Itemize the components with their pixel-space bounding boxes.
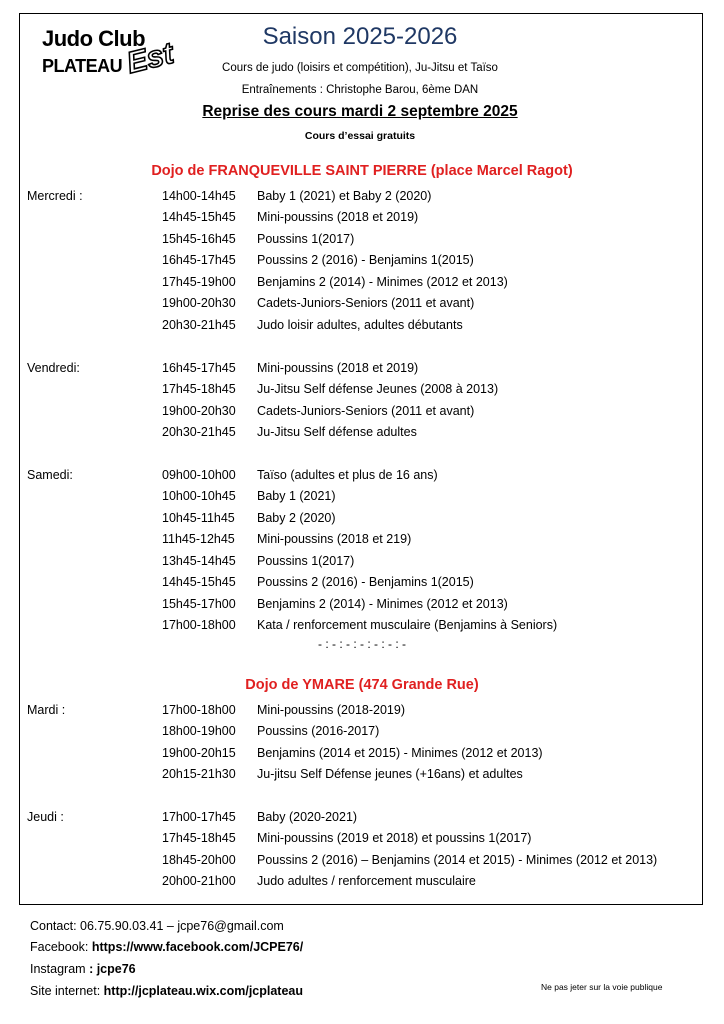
disposal-note: Ne pas jeter sur la voie publique: [541, 982, 663, 992]
schedule-class: Poussins 2 (2016) - Benjamins 1(2015): [257, 253, 474, 267]
schedule-time: 14h00-14h45: [162, 189, 236, 203]
website-label: Site internet:: [30, 984, 104, 998]
schedule-day: Mardi :: [27, 703, 66, 717]
schedule-time: 14h45-15h45: [162, 210, 236, 224]
facebook-link[interactable]: https://www.facebook.com/JCPE76/: [91, 940, 304, 954]
schedule-time: 20h30-21h45: [162, 318, 236, 332]
schedule-time: 18h00-19h00: [162, 724, 236, 738]
schedule-day: Mercredi :: [27, 189, 83, 203]
schedule-row: [0, 315, 724, 335]
schedule-class: Mini-poussins (2018 et 2019): [257, 210, 419, 224]
schedule-class: Baby 2 (2020): [257, 511, 336, 525]
schedule-time: 19h00-20h15: [162, 746, 236, 760]
dojo-ymare-title: Dojo de YMARE (474 Grande Rue): [245, 677, 479, 693]
schedule-class: Poussins (2016-2017): [257, 724, 380, 738]
schedule-row: [0, 700, 724, 720]
schedule-day: Vendredi:: [27, 361, 80, 375]
website-line: [30, 982, 303, 1000]
schedule-time: 20h30-21h45: [162, 425, 236, 439]
instagram-handle[interactable]: : jcpe76: [89, 962, 136, 976]
schedule-time: 19h00-20h30: [162, 404, 236, 418]
schedule-class: Judo adultes / renforcement musculaire: [257, 874, 476, 888]
schedule-class: Ju-Jitsu Self défense adultes: [257, 425, 417, 439]
season-title: Saison 2025-2026: [262, 23, 458, 50]
free-trial-note: Cours d’essai gratuits: [304, 130, 416, 142]
schedule-time: 20h15-21h30: [162, 767, 236, 781]
schedule-row: [0, 293, 724, 313]
schedule-row: [0, 871, 724, 891]
schedule-time: 17h45-18h45: [162, 382, 236, 396]
contact-line: Contact: 06.75.90.03.41 – jcpe76@gmail.com: [30, 919, 284, 933]
schedule-class: Baby 1 (2021) et Baby 2 (2020): [257, 189, 432, 203]
facebook-line: [30, 938, 303, 956]
schedule-time: 16h45-17h45: [162, 361, 236, 375]
logo-line-3: Est: [123, 36, 177, 81]
schedule-row: [0, 828, 724, 848]
schedule-class: Poussins 2 (2016) – Benjamins (2014 et 2015) - Minimes (2012 et 2013): [257, 853, 658, 867]
schedule-time: 13h45-14h45: [162, 554, 236, 568]
schedule-time: 17h45-19h00: [162, 275, 236, 289]
schedule-time: 10h00-10h45: [162, 489, 236, 503]
schedule-time: 09h00-10h00: [162, 468, 236, 482]
schedule-row: [0, 358, 724, 378]
schedule-class: Taïso (adultes et plus de 16 ans): [257, 468, 438, 482]
schedule-time: 17h00-18h00: [162, 618, 236, 632]
section-separator: - : - : - : - : - : - : -: [318, 637, 406, 651]
schedule-row: [0, 207, 724, 227]
schedule-class: Poussins 1(2017): [257, 232, 355, 246]
schedule-row: [0, 721, 724, 741]
schedule-class: Mini-poussins (2018-2019): [257, 703, 405, 717]
schedule-time: 11h45-12h45: [162, 532, 235, 546]
logo-line-2: PLATEAU: [42, 56, 123, 76]
schedule-time: 19h00-20h30: [162, 296, 236, 310]
schedule-row: [0, 401, 724, 421]
schedule-class: Ju-jitsu Self Défense jeunes (+16ans) et adultes: [257, 767, 523, 781]
schedule-row: [0, 572, 724, 592]
schedule-day: Jeudi :: [27, 810, 64, 824]
schedule-row: [0, 615, 724, 635]
disciplines-subtitle: Cours de judo (loisirs et compétition), Ju-Jitsu et Taïso: [222, 62, 498, 74]
schedule-row: [0, 508, 724, 528]
schedule-row: [0, 186, 724, 206]
schedule-row: [0, 465, 724, 485]
facebook-label: Facebook:: [30, 940, 92, 954]
schedule-time: 15h45-17h00: [162, 597, 236, 611]
schedule-row: [0, 850, 724, 870]
schedule-row: [0, 743, 724, 763]
schedule-row: [0, 594, 724, 614]
schedule-row: [0, 379, 724, 399]
schedule-time: 15h45-16h45: [162, 232, 236, 246]
schedule-time: 16h45-17h45: [162, 253, 236, 267]
trainer-subtitle: Entraînements : Christophe Barou, 6ème DAN: [241, 84, 479, 96]
instagram-line: [30, 960, 136, 978]
schedule-row: [0, 250, 724, 270]
schedule-time: 10h45-11h45: [162, 511, 235, 525]
schedule-class: Poussins 1(2017): [257, 554, 355, 568]
website-link[interactable]: http://jcplateau.wix.com/jcplateau: [103, 984, 304, 998]
schedule-row: [0, 529, 724, 549]
schedule-class: Benjamins 2 (2014) - Minimes (2012 et 2013): [257, 597, 508, 611]
schedule-class: Cadets-Juniors-Seniors (2011 et avant): [257, 296, 475, 310]
schedule-class: Mini-poussins (2019 et 2018) et poussins 1(2017): [257, 831, 532, 845]
schedule-time: 17h00-18h00: [162, 703, 236, 717]
schedule-class: Judo loisir adultes, adultes débutants: [257, 318, 463, 332]
schedule-class: Mini-poussins (2018 et 2019): [257, 361, 419, 375]
schedule-class: Baby 1 (2021): [257, 489, 336, 503]
reprise-heading: Reprise des cours mardi 2 septembre 2025: [202, 103, 518, 120]
schedule-class: Mini-poussins (2018 et 219): [257, 532, 412, 546]
schedule-class: Benjamins 2 (2014) - Minimes (2012 et 2013): [257, 275, 508, 289]
schedule-class: Kata / renforcement musculaire (Benjamins à Seniors): [257, 618, 558, 632]
schedule-class: Poussins 2 (2016) - Benjamins 1(2015): [257, 575, 474, 589]
schedule-row: [0, 551, 724, 571]
schedule-class: Benjamins (2014 et 2015) - Minimes (2012 et 2013): [257, 746, 543, 760]
instagram-label: Instagram: [30, 962, 90, 976]
schedule-row: [0, 807, 724, 827]
schedule-time: 17h00-17h45: [162, 810, 236, 824]
dojo-franqueville-title: Dojo de FRANQUEVILLE SAINT PIERRE (place Marcel Ragot): [151, 163, 573, 179]
schedule-class: Cadets-Juniors-Seniors (2011 et avant): [257, 404, 475, 418]
schedule-row: [0, 486, 724, 506]
schedule-class: Baby (2020-2021): [257, 810, 358, 824]
schedule-row: [0, 229, 724, 249]
schedule-time: 17h45-18h45: [162, 831, 236, 845]
schedule-row: [0, 764, 724, 784]
logo-line-1: Judo Club: [42, 26, 146, 51]
schedule-row: [0, 422, 724, 442]
schedule-time: 20h00-21h00: [162, 874, 236, 888]
schedule-row: [0, 272, 724, 292]
schedule-time: 18h45-20h00: [162, 853, 236, 867]
schedule-class: Ju-Jitsu Self défense Jeunes (2008 à 2013): [257, 382, 499, 396]
schedule-day: Samedi:: [27, 468, 73, 482]
schedule-time: 14h45-15h45: [162, 575, 236, 589]
